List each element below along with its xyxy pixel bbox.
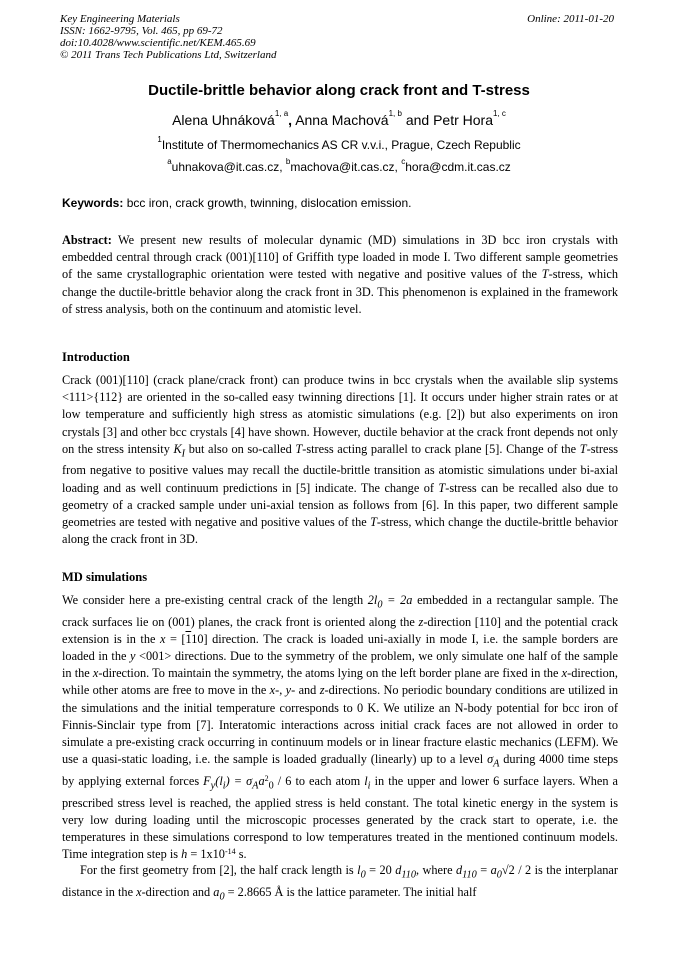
abstract-symbol: T bbox=[541, 267, 549, 282]
md-sub: 0 bbox=[377, 599, 383, 611]
issn-line: ISSN: 1662-9795, Vol. 465, pp 69-72 bbox=[60, 25, 223, 37]
md-text: -directions. No periodic boundary conditions are utilized in the simulations and the initial temperature corresponds to 0 K. We utilize an N-body potential for bcc iron of Finnis-Sinclair type from [7]. Interatomic interactions across initial crack faces are not allowed in order to simulate a pre-existing crack occurring in continuum models or in linear fracture elastic mechanics (LEFM). We use a quasi-static loading, i.e. the sample is loaded gradually (linearly) up to a level bbox=[62, 683, 619, 767]
md-symbol: d bbox=[456, 863, 463, 877]
md-sub: 0 bbox=[360, 869, 366, 881]
intro-text: -stress acting parallel to crack plane [5]. Change of the bbox=[302, 441, 577, 456]
affiliation-sup: 1 bbox=[157, 135, 162, 144]
md-sup: -14 bbox=[224, 847, 236, 857]
md-text: = bbox=[480, 863, 488, 877]
md-overline: 1 bbox=[185, 631, 192, 646]
md-paragraph bbox=[62, 592, 618, 863]
md-text: = 20 bbox=[369, 863, 392, 877]
email-sup: a bbox=[167, 157, 172, 166]
md-text: 10] direction. The crack is loaded uni-axially in mode I, i.e. the sample borders are loaded in the bbox=[62, 631, 619, 664]
md-text: s. bbox=[238, 847, 247, 862]
md-sub: 0 bbox=[496, 869, 502, 881]
md-text: - and bbox=[291, 683, 317, 698]
paper-title: Ductile-brittle behavior along crack front and T-stress bbox=[148, 82, 530, 99]
md-symbol: h bbox=[181, 847, 188, 862]
intro-symbol: T bbox=[579, 441, 587, 456]
abstract-text: We present new results of molecular dynamic (MD) simulations in 3D bcc iron crystals with embedded central through crack (001)[110] of Griffith type loaded in mode I. Two different sample geometries of the same crystallographic orientation were tested with negative and positive values of the bbox=[62, 233, 618, 282]
md-sub: i bbox=[222, 780, 226, 792]
intro-text: -stress can be recalled also due to geometry of a cracked sample under uni-axial tension as follows from [6]. In this paper, two different sample geometries are tested with negative and positive values of the bbox=[62, 480, 619, 530]
section-heading-md: MD simulations bbox=[62, 570, 148, 584]
md-text: , where bbox=[416, 863, 453, 877]
md-sub: i bbox=[367, 780, 371, 792]
md-text: to each atom bbox=[295, 773, 361, 788]
md-symbol: a bbox=[213, 884, 220, 899]
md-sub: 110 bbox=[401, 869, 417, 881]
md-sup: 2 bbox=[264, 773, 269, 783]
md-text: -direction [110] and the potential crack extension is in the bbox=[62, 614, 618, 646]
md-text: = [ bbox=[169, 631, 186, 646]
email-sup: b bbox=[285, 157, 291, 166]
md-symbol: ) = σ bbox=[225, 773, 253, 788]
md-symbol: a bbox=[490, 863, 497, 877]
md-sub: y bbox=[210, 780, 216, 792]
intro-text: -stress, which change the ductile-brittle behavior along the crack front in 3D. bbox=[62, 515, 618, 547]
affiliation bbox=[0, 135, 678, 152]
md-text: = 2.8665 Å is the lattice parameter. The initial half bbox=[227, 884, 477, 899]
abstract-text: -stress, which change the ductile-brittle behavior along the crack front in 3D. This phenomenon is explained in the framework of stress analysis, both on the continuum and atomistic level. bbox=[62, 267, 618, 316]
intro-sub: I bbox=[181, 448, 186, 460]
md-text: -, bbox=[275, 683, 283, 698]
author-sup: 1, a bbox=[274, 109, 289, 118]
md-text: / 6 bbox=[277, 773, 292, 788]
md-symbol: x bbox=[136, 884, 142, 899]
md-paragraph-2 bbox=[62, 862, 618, 905]
md-text: embedded in a rectangular sample. The crack surfaces lie on (001) planes, the crack front is oriented along the bbox=[62, 593, 619, 629]
keywords-text: bcc iron, crack growth, twinning, dislocation emission. bbox=[126, 196, 412, 210]
md-sub: 110 bbox=[462, 869, 477, 881]
intro-text: but also on so-called bbox=[188, 441, 292, 456]
intro-text: -stress from negative to positive values may recall the ductile-brittle transition as atomistic simulations under bi-axial loading and as well continuum predictions in [5] indicate. The change of bbox=[62, 441, 619, 495]
md-text: during 4000 time steps by applying external forces bbox=[62, 752, 619, 788]
author-sup: 1, c bbox=[493, 109, 506, 118]
affiliation-text: Institute of Thermomechanics AS CR v.v.i., Prague, Czech Republic bbox=[161, 138, 521, 152]
intro-text: Crack (001)[110] (crack plane/crack front) can produce twins in bcc crystals when the available slip systems <111>{112} are oriented in the so-called easy twinning directions [1]. It occurs under higher strain rates or at low temperature and sufficiently high stress as atomistic simulations (e.g. [2]) but also experiments on iron crystals [3] and other bcc crystals [4] have shown. However, ductile behavior at the crack front depends not only on the stress intensity bbox=[62, 373, 618, 456]
md-sub: 0 bbox=[268, 780, 274, 792]
md-symbol: σ bbox=[487, 752, 494, 767]
md-symbol: = 2a bbox=[387, 593, 413, 607]
md-symbol: x bbox=[561, 666, 568, 681]
md-symbol: d bbox=[395, 863, 402, 877]
md-symbol: F bbox=[203, 773, 211, 788]
md-text: in the upper and lower 6 surface layers. When a prescribed stress level is reached, the applied stress is held constant. The total kinetic energy in the system is very low during loading until the microscopic processes generated by the crack start to operate, i.e. the temperatures in these simulations correspond to low temperatures treated in the mentioned continuum models. Time integration step is bbox=[62, 773, 619, 862]
md-text: For the first geometry from [2], the half crack length is bbox=[80, 863, 354, 877]
email-sup: c bbox=[401, 157, 406, 166]
keywords bbox=[62, 196, 618, 210]
intro-symbol: T bbox=[295, 441, 303, 456]
md-text: -direction and bbox=[141, 884, 211, 899]
md-sub: A bbox=[493, 758, 500, 770]
md-symbol: a bbox=[258, 773, 265, 788]
md-sub: 0 bbox=[219, 891, 225, 903]
author-name: Anna Machová bbox=[295, 112, 389, 128]
md-text: <001> directions. Due to the symmetry of the problem, we only simulate one half of the sample in the bbox=[62, 649, 618, 681]
abstract-label: Abstract: bbox=[62, 233, 112, 247]
journal-header bbox=[60, 13, 276, 61]
keywords-label: Keywords: bbox=[62, 196, 124, 210]
author-name: Petr Hora bbox=[433, 112, 493, 128]
md-symbol: x bbox=[92, 666, 99, 681]
md-sub: A bbox=[252, 780, 259, 792]
intro-symbol: T bbox=[370, 515, 377, 530]
md-symbol: l bbox=[357, 863, 361, 877]
introduction-paragraph bbox=[62, 372, 618, 548]
md-symbol: y bbox=[130, 649, 136, 664]
md-symbol: x bbox=[269, 683, 276, 698]
email-list bbox=[0, 157, 678, 174]
md-text: √2 / 2 is the interplanar distance in the bbox=[62, 863, 618, 899]
abstract bbox=[62, 232, 618, 318]
md-symbol: 2l bbox=[367, 593, 378, 607]
md-symbol: x bbox=[159, 631, 166, 646]
md-symbol: z bbox=[418, 614, 424, 629]
intro-symbol: K bbox=[173, 441, 182, 456]
md-text: -direction, while other atoms are free to move in the bbox=[62, 666, 618, 698]
author-list bbox=[0, 109, 678, 128]
email-link[interactable]: uhnakova@it.cas.cz, bbox=[171, 160, 283, 174]
md-symbol: z bbox=[319, 683, 325, 698]
section-heading-introduction: Introduction bbox=[62, 350, 130, 364]
md-symbol: l bbox=[364, 773, 368, 788]
author-sup: 1, b bbox=[388, 109, 402, 118]
email-link[interactable]: hora@cdm.it.cas.cz bbox=[405, 160, 511, 174]
email-link[interactable]: machova@it.cas.cz, bbox=[290, 160, 398, 174]
md-symbol: (l bbox=[215, 773, 223, 788]
author-and: and bbox=[405, 112, 430, 128]
author-sep: , bbox=[288, 112, 293, 128]
doi-line: doi:10.4028/www.scientific.net/KEM.465.69 bbox=[60, 37, 256, 49]
author-name: Alena Uhnáková bbox=[172, 112, 275, 128]
online-date: Online: 2011-01-20 bbox=[527, 13, 614, 25]
md-text: -direction. To maintain the symmetry, the atoms lying on the left border plane are fixed in the bbox=[98, 666, 559, 681]
md-text: = 1x10 bbox=[190, 847, 225, 862]
md-text: We consider here a pre-existing central crack of the length bbox=[62, 593, 364, 607]
intro-symbol: T bbox=[438, 480, 446, 495]
md-symbol: y bbox=[285, 683, 292, 698]
journal-name: Key Engineering Materials bbox=[60, 13, 180, 25]
copyright-line: © 2011 Trans Tech Publications Ltd, Switzerland bbox=[60, 49, 277, 61]
